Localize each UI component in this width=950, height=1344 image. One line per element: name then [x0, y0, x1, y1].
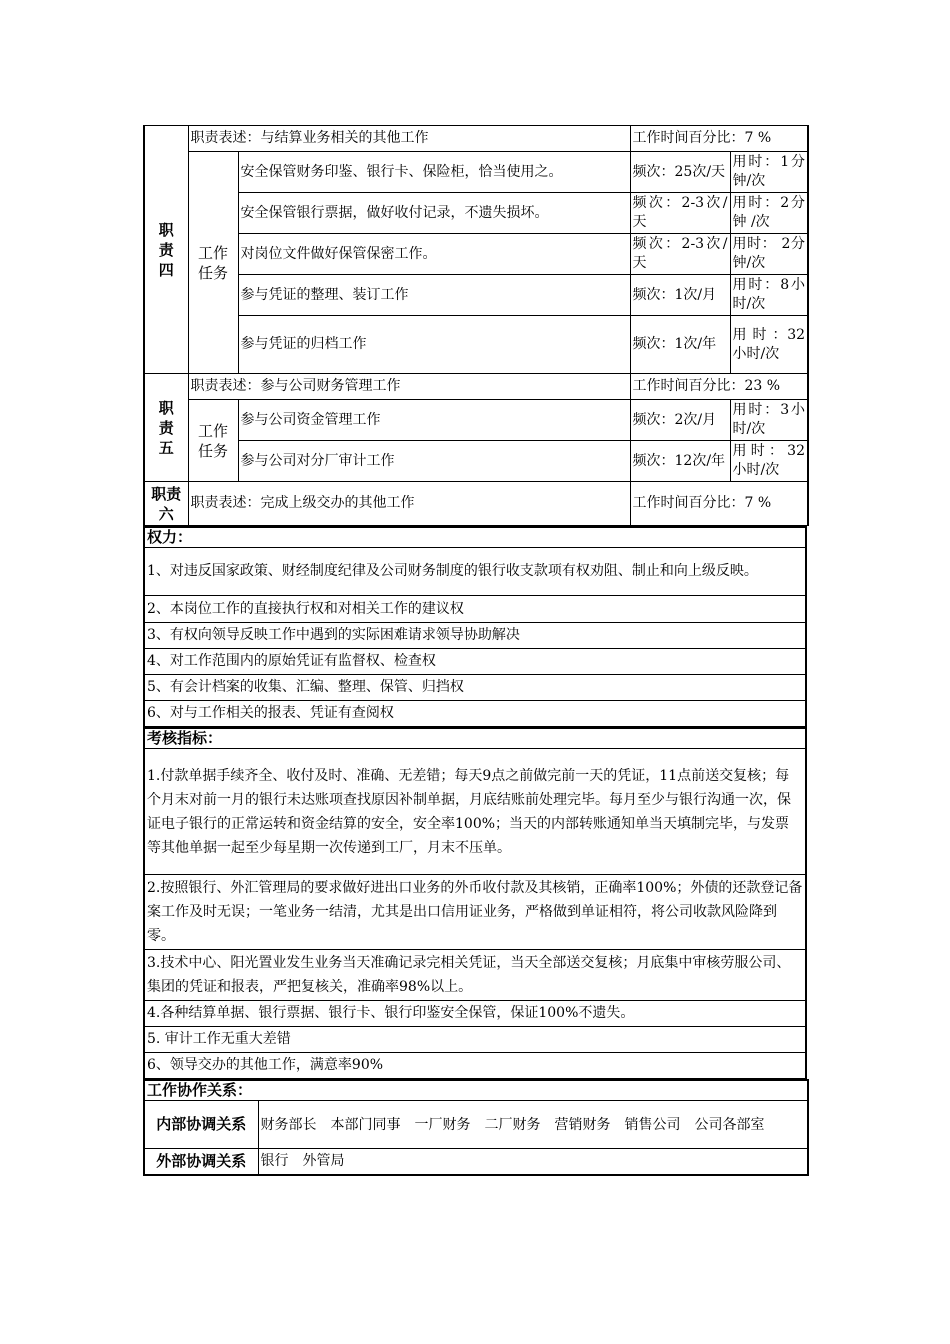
assessment-item-1: 1.付款单据手续齐全、收付及时、准确、无差错；每天9点之前做完前一天的凭证，11点前送交复核；每个月末对前一月的银行未达账项查找原因补制单据，月底结账前处理完毕。每月至少与银行沟通一次，保证电子银行的正常运转和资金结算的安全，安全率100%；当天的内部转账通知单当天填制完毕，与发票等其他单据一起至少每星期一次传递到工厂，月末不压单。: [144, 749, 806, 875]
duty-4-task-1: 安全保管财务印鉴、银行卡、保险柜，恰当使用之。: [238, 152, 630, 193]
duty-4-task-1-frequency: 频次：25次/天: [630, 152, 730, 193]
duty-6-time-percent: 工作时间百分比：7 %: [630, 482, 808, 526]
duty-4-task-2: 安全保管银行票据，做好收付记录，不遗失损坏。: [238, 193, 630, 234]
authority-item-2: 2、本岗位工作的直接执行权和对相关工作的建议权: [144, 596, 806, 623]
authority-item-5: 5、有会计档案的收集、汇编、整理、保管、归挡权: [144, 675, 806, 701]
duty-4-time-percent: 工作时间百分比：7 %: [630, 126, 808, 152]
duty-4-task-4-frequency: 频次：1次/月: [630, 275, 730, 316]
duty-5-description: 职责表述：参与公司财务管理工作: [188, 374, 630, 400]
assessment-item-5: 5. 审计工作无重大差错: [144, 1027, 806, 1053]
duty-4-label: 职 责 四: [144, 126, 188, 374]
assessment-item-2: 2.按照银行、外汇管理局的要求做好进出口业务的外币收付款及其核销，正确率100%；外债的还款登记备案工作及时无误；一笔业务一结清，尤其是出口信用证业务，严格做到单证相符，将公司收款风险降到零。: [144, 875, 806, 950]
assessment-item-4: 4.各种结算单据、银行票据、银行卡、银行印鉴安全保管，保证100%不遗失。: [144, 1001, 806, 1027]
authority-item-1: 1、对违反国家政策、财经制度纪律及公司财务制度的银行收支款项有权劝阻、制止和向上级反映。: [144, 548, 806, 596]
duty-5-task-2: 参与公司对分厂审计工作: [238, 441, 630, 482]
authority-table: [143, 526, 807, 727]
authority-item-4: 4、对工作范围内的原始凭证有监督权、检查权: [144, 649, 806, 675]
external-coordination-value: 银行 外管局: [258, 1149, 808, 1175]
duty-4-task-2-duration: 用时：2分钟 /次: [730, 193, 808, 234]
authority-heading: 权力：: [144, 527, 806, 548]
duty-5-task-1-duration: 用时：3小时/次: [730, 400, 808, 441]
authority-item-3: 3、有权向领导反映工作中遇到的实际困难请求领导协助解决: [144, 623, 806, 649]
assessment-heading: 考核指标：: [144, 728, 806, 749]
internal-coordination-value: 财务部长 本部门同事 一厂财务 二厂财务 营销财务 销售公司 公司各部室: [258, 1101, 808, 1149]
job-description-document: [143, 125, 807, 1176]
duty-4-task-1-duration: 用时：1分钟/次: [730, 152, 808, 193]
duty-4-task-3-frequency: 频次：2-3次/天: [630, 234, 730, 275]
duty-4-task-3: 对岗位文件做好保管保密工作。: [238, 234, 630, 275]
duty-6-description: 职责表述：完成上级交办的其他工作: [188, 482, 630, 526]
cooperation-table: [143, 1079, 809, 1176]
duty-6-label: 职责 六: [144, 482, 188, 526]
assessment-table: [143, 727, 807, 1079]
duty-5-tasks-label: 工作 任务: [188, 400, 238, 482]
internal-coordination-label: 内部协调关系: [144, 1101, 258, 1149]
duty-4-task-5: 参与凭证的归档工作: [238, 316, 630, 374]
duty-5-task-1-frequency: 频次：2次/月: [630, 400, 730, 441]
duty-4-task-5-frequency: 频次：1次/年: [630, 316, 730, 374]
duty-5-label: 职 责 五: [144, 374, 188, 482]
duty-4-task-4-duration: 用时：8小时/次: [730, 275, 808, 316]
cooperation-heading: 工作协作关系：: [144, 1080, 808, 1101]
duty-4-tasks-label: 工作 任务: [188, 152, 238, 374]
assessment-item-6: 6、领导交办的其他工作，满意率90%: [144, 1053, 806, 1079]
duty-5-task-1: 参与公司资金管理工作: [238, 400, 630, 441]
duty-4-task-2-frequency: 频次：2-3次/天: [630, 193, 730, 234]
assessment-item-3: 3.技术中心、阳光置业发生业务当天准确记录完相关凭证，当天全部送交复核；月底集中审核劳服公司、集团的凭证和报表，严把复核关，准确率98%以上。: [144, 950, 806, 1001]
duty-5-task-2-duration: 用时：32小时/次: [730, 441, 808, 482]
duty-5-task-2-frequency: 频次：12次/年: [630, 441, 730, 482]
external-coordination-label: 外部协调关系: [144, 1149, 258, 1175]
duty-4-description: 职责表述：与结算业务相关的其他工作: [188, 126, 630, 152]
duties-table: [143, 125, 809, 526]
authority-item-6: 6、对与工作相关的报表、凭证有查阅权: [144, 701, 806, 727]
duty-4-task-3-duration: 用时： 2分钟/次: [730, 234, 808, 275]
duty-4-task-5-duration: 用 时 ：32小时/次: [730, 316, 808, 374]
duty-5-time-percent: 工作时间百分比：23 %: [630, 374, 808, 400]
duty-4-task-4: 参与凭证的整理、装订工作: [238, 275, 630, 316]
